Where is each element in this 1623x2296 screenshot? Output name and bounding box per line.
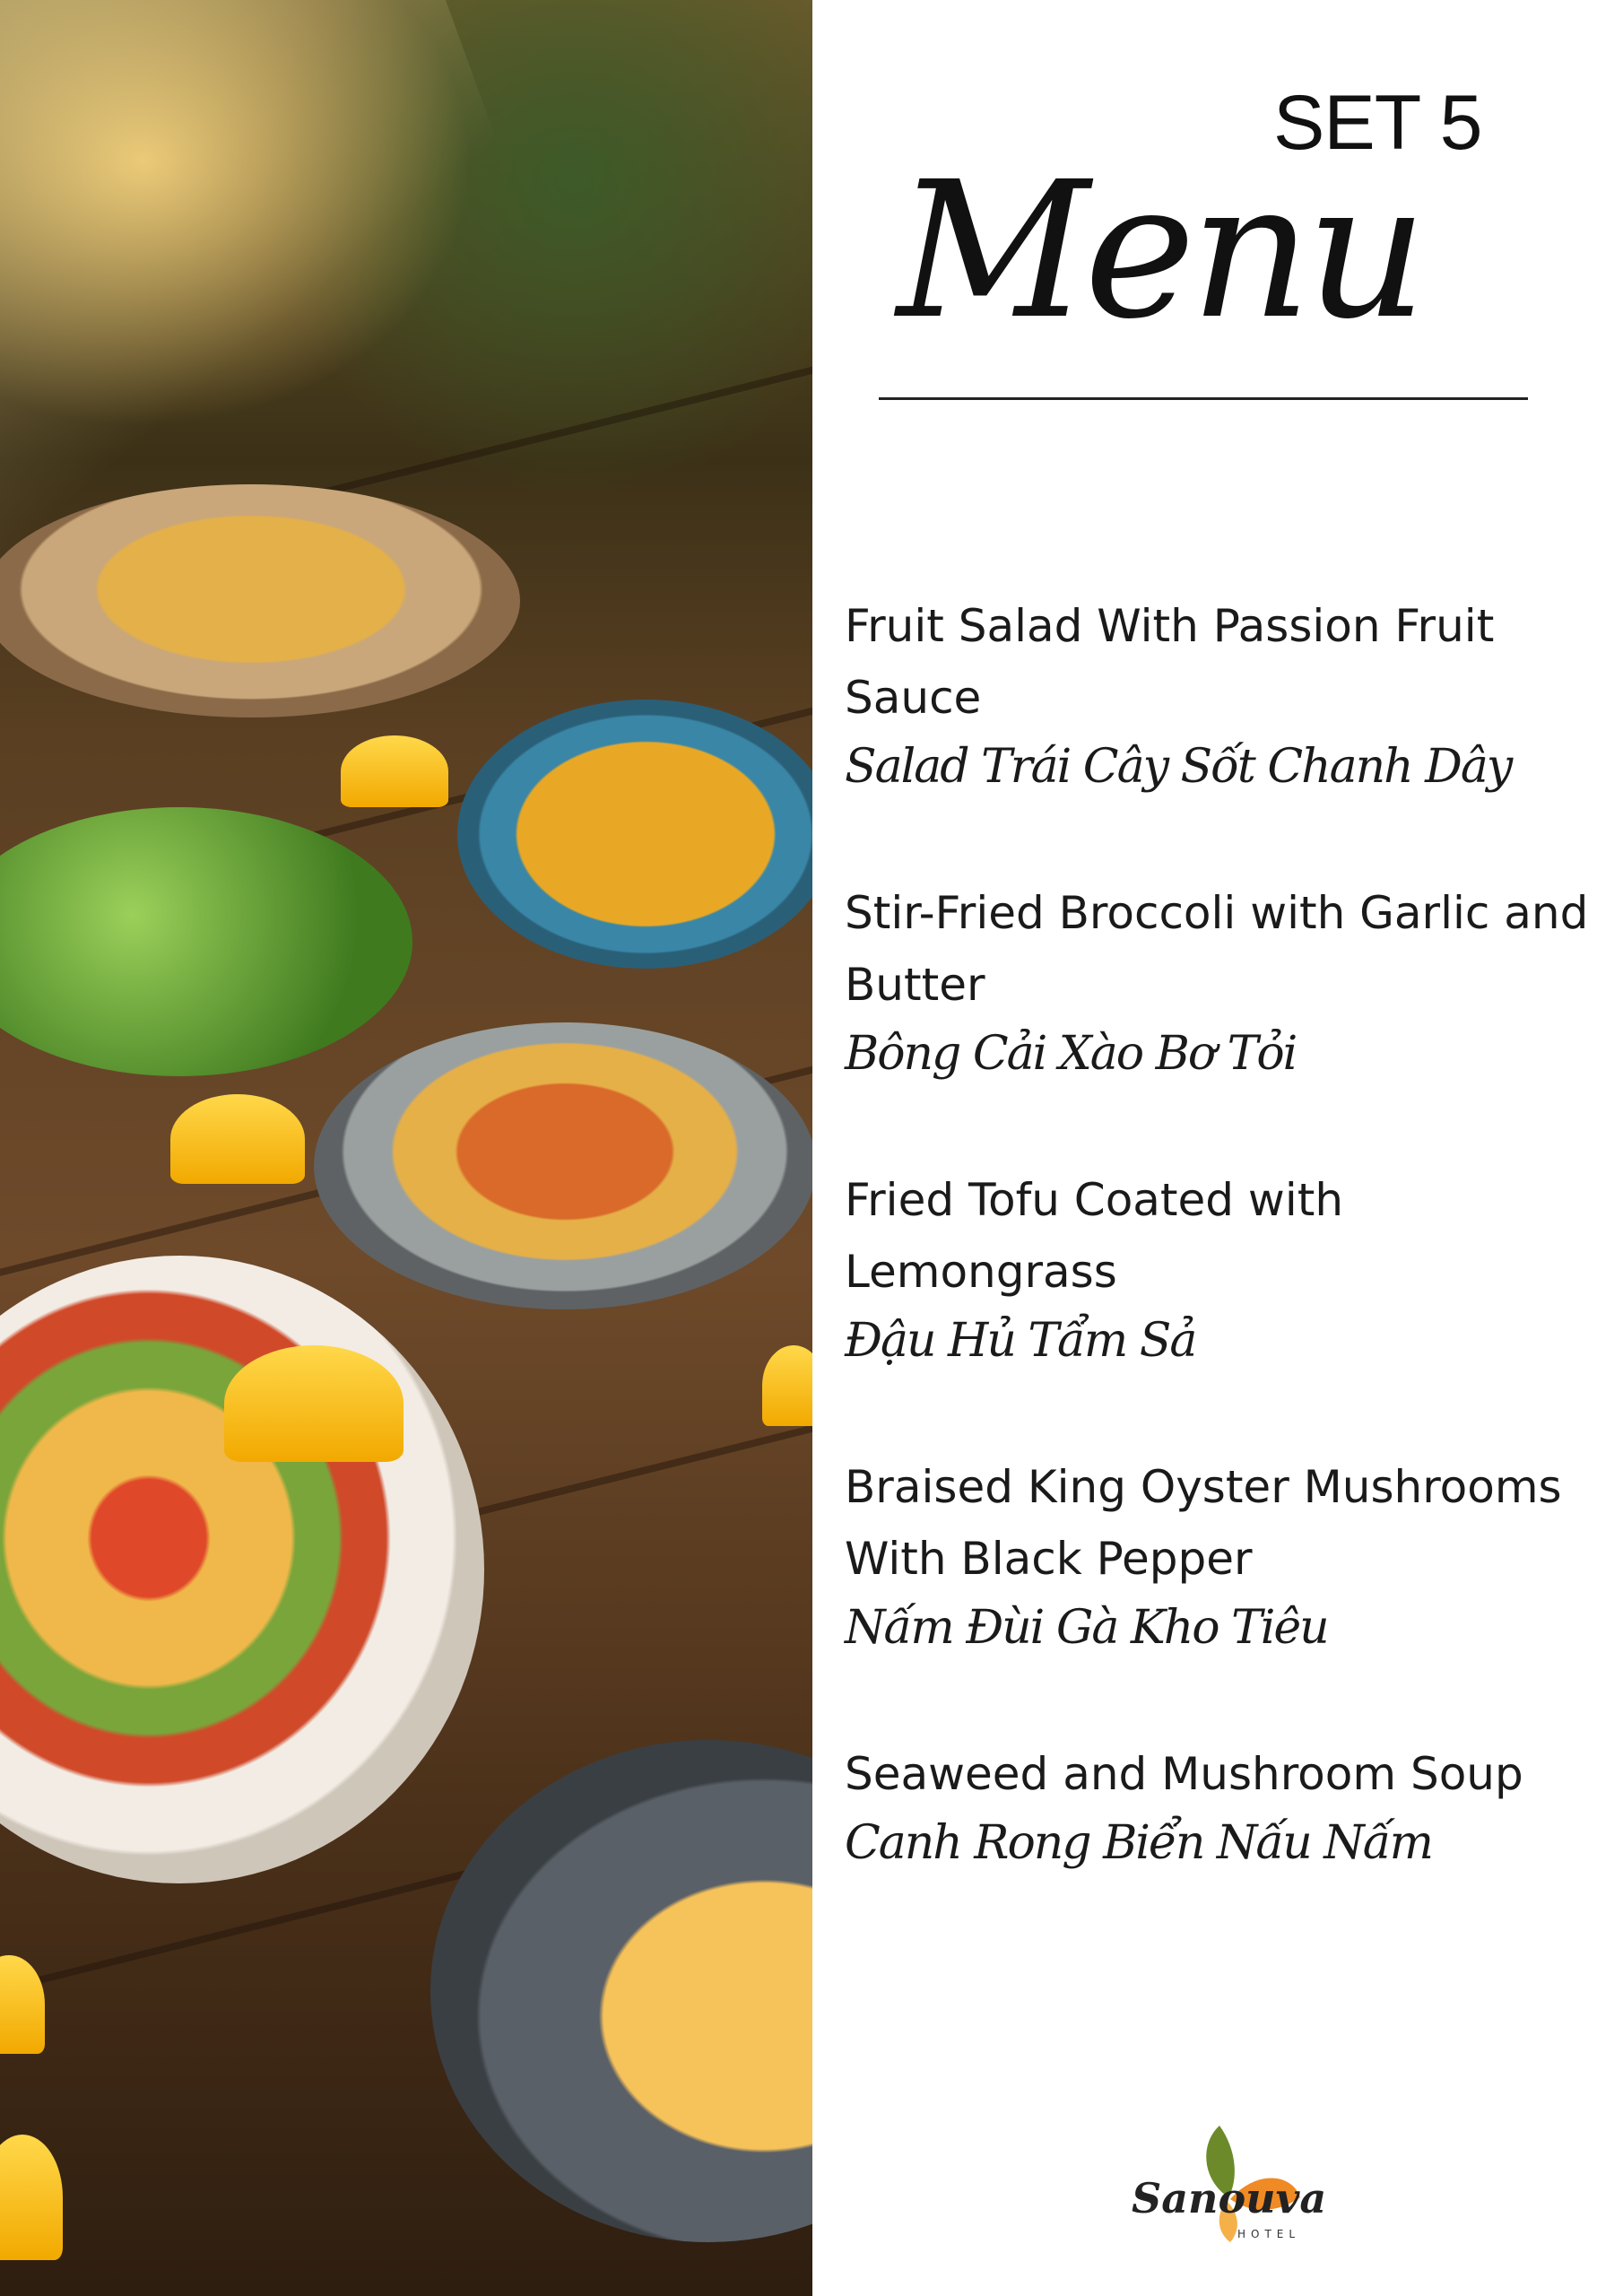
brand-subtitle: HOTEL — [1237, 2228, 1301, 2240]
dish-name-vi: Đậu Hủ Tẩm Sả — [845, 1314, 1196, 1368]
dish-item — [845, 1738, 1607, 1874]
dish-name-vi: Bông Cải Xào Bơ Tỏi — [845, 1027, 1297, 1081]
curry-bowl — [457, 700, 812, 969]
dish-name-vi: Salad Trái Cây Sốt Chanh Dây — [845, 740, 1512, 794]
green-salad — [0, 807, 412, 1076]
dish-item — [845, 590, 1607, 798]
dish-name-en: Seaweed and Mushroom Soup — [845, 1748, 1523, 1800]
lemon-wedge — [762, 1345, 812, 1426]
dish-item — [845, 1164, 1607, 1372]
lemon-wedge — [0, 1955, 45, 2054]
chickpea-bowl — [314, 1022, 812, 1309]
lemon-wedge — [170, 1094, 305, 1184]
title-divider — [879, 397, 1528, 400]
dish-item — [845, 877, 1607, 1085]
dish-name-en: Fruit Salad With Passion Fruit Sauce — [845, 600, 1495, 724]
rice-plate — [0, 484, 520, 718]
lemon-wedge — [341, 735, 448, 807]
lemon-wedge — [0, 2135, 63, 2260]
vegetable-plate — [0, 1256, 484, 1883]
menu-title: Menu — [897, 141, 1422, 361]
set-label: SET 5 — [1273, 80, 1482, 166]
dish-name-en: Fried Tofu Coated with Lemongrass — [845, 1174, 1344, 1298]
dish-name-en: Braised King Oyster Mushrooms With Black Pepper — [845, 1461, 1562, 1585]
dish-name-vi: Canh Rong Biển Nấu Nấm — [845, 1816, 1432, 1870]
dish-name-vi: Nấm Đùi Gà Kho Tiêu — [845, 1601, 1328, 1655]
pasta-plate — [430, 1740, 812, 2242]
dish-item — [845, 1451, 1607, 1659]
lemon-wedge — [224, 1345, 404, 1462]
brand-name: Sanouva — [1132, 2174, 1327, 2222]
dish-name-en: Stir-Fried Broccoli with Garlic and Butter — [845, 887, 1589, 1011]
